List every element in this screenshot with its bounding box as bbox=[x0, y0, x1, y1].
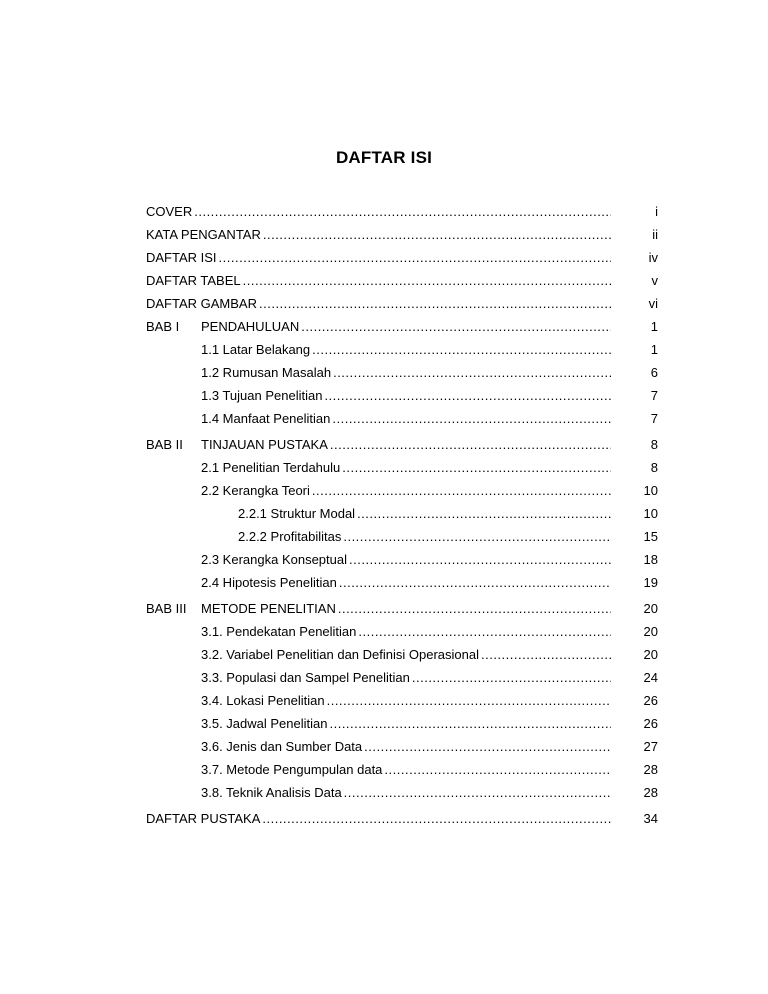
toc-entry-label: 2.1 Penelitian Terdahulu bbox=[201, 460, 341, 475]
toc-chapter-number: BAB II bbox=[146, 437, 183, 452]
toc-entry-label: 3.7. Metode Pengumpulan data bbox=[201, 762, 383, 777]
toc-entry-1-1 bbox=[201, 340, 611, 360]
toc-entry-3-3 bbox=[201, 668, 611, 688]
toc-leader-dots bbox=[342, 458, 611, 478]
toc-leader-dots bbox=[259, 294, 611, 314]
toc-entry-page: 20 bbox=[643, 601, 658, 616]
toc-entry-2-2-1 bbox=[238, 504, 611, 524]
toc-entry-3-1 bbox=[201, 622, 611, 642]
toc-entry-label: COVER bbox=[146, 204, 193, 219]
toc-entry-page: 8 bbox=[650, 437, 658, 452]
toc-entry-page: 27 bbox=[643, 739, 658, 754]
toc-leader-dots bbox=[349, 550, 611, 570]
toc-leader-dots bbox=[263, 225, 611, 245]
toc-leader-dots bbox=[412, 668, 611, 688]
toc-entry-label: 3.1. Pendekatan Penelitian bbox=[201, 624, 357, 639]
toc-leader-dots bbox=[324, 386, 611, 406]
toc-entry-page: 20 bbox=[643, 624, 658, 639]
toc-leader-dots bbox=[194, 202, 611, 222]
toc-entry-3-2 bbox=[201, 645, 611, 665]
toc-leader-dots bbox=[312, 340, 611, 360]
toc-entry-daftar-isi bbox=[146, 248, 611, 268]
toc-entry-label: DAFTAR ISI bbox=[146, 250, 217, 265]
toc-leader-dots bbox=[339, 573, 611, 593]
toc-entry-label: DAFTAR GAMBAR bbox=[146, 296, 257, 311]
toc-entry-cover bbox=[146, 202, 611, 222]
toc-entry-page: iv bbox=[648, 250, 658, 265]
toc-entry-page: 20 bbox=[643, 647, 658, 662]
toc-entry-2-2 bbox=[201, 481, 611, 501]
toc-entry-page: 7 bbox=[650, 411, 658, 426]
toc-entry-label: DAFTAR TABEL bbox=[146, 273, 241, 288]
toc-entry-kata-pengantar bbox=[146, 225, 611, 245]
toc-entry-label: 3.2. Variabel Penelitian dan Definisi Operasional bbox=[201, 647, 479, 662]
toc-leader-dots bbox=[338, 599, 611, 619]
toc-entry-label: 1.3 Tujuan Penelitian bbox=[201, 388, 323, 403]
toc-leader-dots bbox=[364, 737, 611, 757]
toc-entry-2-1 bbox=[201, 458, 611, 478]
toc-entry-3-8 bbox=[201, 783, 611, 803]
toc-entry-page: 8 bbox=[650, 460, 658, 475]
toc-entry-page: ii bbox=[652, 227, 658, 242]
toc-entry-daftar-gambar bbox=[146, 294, 611, 314]
toc-leader-dots bbox=[357, 504, 611, 524]
toc-entry-3-7 bbox=[201, 760, 611, 780]
toc-entry-label: 1.1 Latar Belakang bbox=[201, 342, 311, 357]
toc-leader-dots bbox=[301, 317, 611, 337]
page-title: DAFTAR ISI bbox=[335, 148, 433, 167]
toc-entry-page: 26 bbox=[643, 693, 658, 708]
toc-entry-label: 1.4 Manfaat Penelitian bbox=[201, 411, 331, 426]
toc-entry-page: 6 bbox=[650, 365, 658, 380]
toc-entry-page: 7 bbox=[650, 388, 658, 403]
toc-entry-bab-2 bbox=[146, 435, 611, 455]
toc-entry-page: 10 bbox=[643, 483, 658, 498]
toc-entry-label: TINJAUAN PUSTAKA bbox=[201, 437, 328, 452]
toc-chapter-number: BAB I bbox=[146, 319, 180, 334]
toc-leader-dots bbox=[312, 481, 611, 501]
toc-entry-page: 28 bbox=[643, 762, 658, 777]
toc-entry-3-5 bbox=[201, 714, 611, 734]
toc-entry-daftar-pustaka bbox=[146, 809, 611, 829]
toc-entry-page: v bbox=[651, 273, 658, 288]
toc-leader-dots bbox=[219, 248, 611, 268]
toc-entry-2-2-2 bbox=[238, 527, 611, 547]
toc-leader-dots bbox=[481, 645, 611, 665]
toc-entry-page: 1 bbox=[650, 319, 658, 334]
toc-entry-2-3 bbox=[201, 550, 611, 570]
toc-entry-daftar-tabel bbox=[146, 271, 611, 291]
toc-entry-label: 2.2.1 Struktur Modal bbox=[238, 506, 356, 521]
toc-chapter-number: BAB III bbox=[146, 601, 187, 616]
toc-entry-page: i bbox=[655, 204, 658, 219]
toc-entry-label: 3.3. Populasi dan Sampel Penelitian bbox=[201, 670, 410, 685]
toc-leader-dots bbox=[333, 363, 611, 383]
toc-leader-dots bbox=[243, 271, 611, 291]
toc-entry-label: 3.5. Jadwal Penelitian bbox=[201, 716, 328, 731]
toc-entry-label: 1.2 Rumusan Masalah bbox=[201, 365, 332, 380]
toc-leader-dots bbox=[327, 691, 611, 711]
toc-entry-page: 34 bbox=[643, 811, 658, 826]
toc-entry-page: 18 bbox=[643, 552, 658, 567]
toc-entry-label: DAFTAR PUSTAKA bbox=[146, 811, 261, 826]
toc-entry-label: 3.6. Jenis dan Sumber Data bbox=[201, 739, 363, 754]
toc-entry-bab-1 bbox=[146, 317, 611, 337]
toc-leader-dots bbox=[384, 760, 611, 780]
toc-entry-1-4 bbox=[201, 409, 611, 429]
toc-entry-label: METODE PENELITIAN bbox=[201, 601, 336, 616]
toc-leader-dots bbox=[329, 714, 611, 734]
toc-leader-dots bbox=[358, 622, 611, 642]
toc-entry-page: 24 bbox=[643, 670, 658, 685]
toc-entry-page: 10 bbox=[643, 506, 658, 521]
toc-entry-page: 15 bbox=[643, 529, 658, 544]
toc-entry-page: 26 bbox=[643, 716, 658, 731]
toc-entry-label: PENDAHULUAN bbox=[201, 319, 300, 334]
toc-entry-page: 19 bbox=[643, 575, 658, 590]
toc-entry-1-2 bbox=[201, 363, 611, 383]
toc-entry-1-3 bbox=[201, 386, 611, 406]
toc-entry-label: 2.2 Kerangka Teori bbox=[201, 483, 310, 498]
toc-leader-dots bbox=[344, 783, 611, 803]
toc-leader-dots bbox=[330, 435, 611, 455]
toc-entry-2-4 bbox=[201, 573, 611, 593]
toc-entry-label: 3.8. Teknik Analisis Data bbox=[201, 785, 342, 800]
toc-entry-label: 2.3 Kerangka Konseptual bbox=[201, 552, 347, 567]
toc-entry-label: KATA PENGANTAR bbox=[146, 227, 261, 242]
toc-leader-dots bbox=[343, 527, 611, 547]
toc-entry-3-6 bbox=[201, 737, 611, 757]
toc-entry-3-4 bbox=[201, 691, 611, 711]
toc-entry-page: vi bbox=[648, 296, 658, 311]
toc-entry-bab-3 bbox=[146, 599, 611, 619]
toc-entry-page: 28 bbox=[643, 785, 658, 800]
toc-leader-dots bbox=[262, 809, 611, 829]
toc-entry-label: 2.2.2 Profitabilitas bbox=[238, 529, 342, 544]
toc-leader-dots bbox=[332, 409, 611, 429]
toc-entry-label: 2.4 Hipotesis Penelitian bbox=[201, 575, 337, 590]
toc-entry-label: 3.4. Lokasi Penelitian bbox=[201, 693, 325, 708]
toc-entry-page: 1 bbox=[650, 342, 658, 357]
